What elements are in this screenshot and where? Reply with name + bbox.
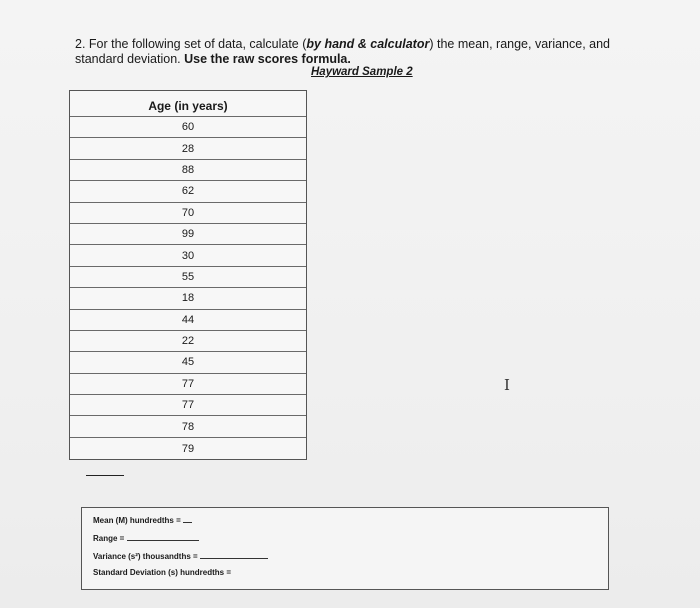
question-instruction: Use the raw scores formula.: [184, 52, 351, 66]
table-row: [70, 203, 306, 224]
table-row: [70, 267, 306, 288]
table-row: [70, 374, 306, 395]
table-row: [70, 310, 306, 331]
mean-blank[interactable]: [183, 514, 192, 523]
table-cell: 77: [181, 399, 195, 412]
question-text-after: ) the mean, range, variance, and standard deviation.: [75, 37, 611, 66]
table-row: [70, 352, 306, 373]
table-cell: 62: [181, 185, 195, 198]
answer-box: [81, 507, 609, 590]
table-header-cell: Age (in years): [148, 99, 228, 113]
table-cell: 70: [181, 206, 195, 219]
text-cursor-icon: I: [504, 376, 510, 394]
table-cell: 79: [181, 442, 195, 455]
table-row: [70, 117, 306, 138]
separator-line: [86, 475, 124, 476]
table-cell: 60: [181, 121, 195, 134]
table-cell: 78: [181, 420, 195, 433]
table-cell: 44: [181, 313, 195, 326]
question-number: 2.: [75, 37, 86, 51]
variance-blank[interactable]: [200, 550, 268, 559]
std-dev-answer: [93, 568, 231, 577]
table-row: [70, 245, 306, 266]
mean-label: Mean (M) hundredths =: [93, 516, 183, 525]
table-row: [70, 160, 306, 181]
table-row: [70, 138, 306, 159]
table-row: [70, 438, 306, 459]
std-dev-label: Standard Deviation (s) hundredths =: [93, 568, 232, 577]
table-cell: 30: [181, 249, 195, 262]
mean-answer: [93, 514, 192, 525]
table-cell: 55: [181, 270, 195, 283]
table-cell: 99: [181, 228, 195, 241]
table-cell: 18: [181, 292, 195, 305]
table-row: [70, 288, 306, 309]
sample-title: Hayward Sample 2: [311, 66, 413, 78]
table-row: [70, 181, 306, 202]
question-text-before: For the following set of data, calculate (: [85, 37, 307, 51]
table-row: [70, 395, 306, 416]
table-cell: 22: [181, 335, 195, 348]
question-emphasis: by hand & calculator: [306, 37, 430, 51]
age-data-table: [69, 90, 307, 460]
table-cell: 77: [181, 377, 195, 390]
range-label: Range =: [93, 534, 127, 543]
range-answer: [93, 532, 199, 543]
table-cell: 88: [181, 163, 195, 176]
variance-label: Variance (s²) thousandths =: [93, 552, 200, 561]
table-cell: 45: [181, 356, 195, 369]
table-header-row: [70, 91, 306, 117]
table-row: [70, 224, 306, 245]
table-row: [70, 416, 306, 437]
table-row: [70, 331, 306, 352]
question-text: [75, 37, 635, 67]
range-blank[interactable]: [127, 532, 199, 541]
variance-answer: [93, 550, 268, 561]
table-cell: 28: [181, 142, 195, 155]
